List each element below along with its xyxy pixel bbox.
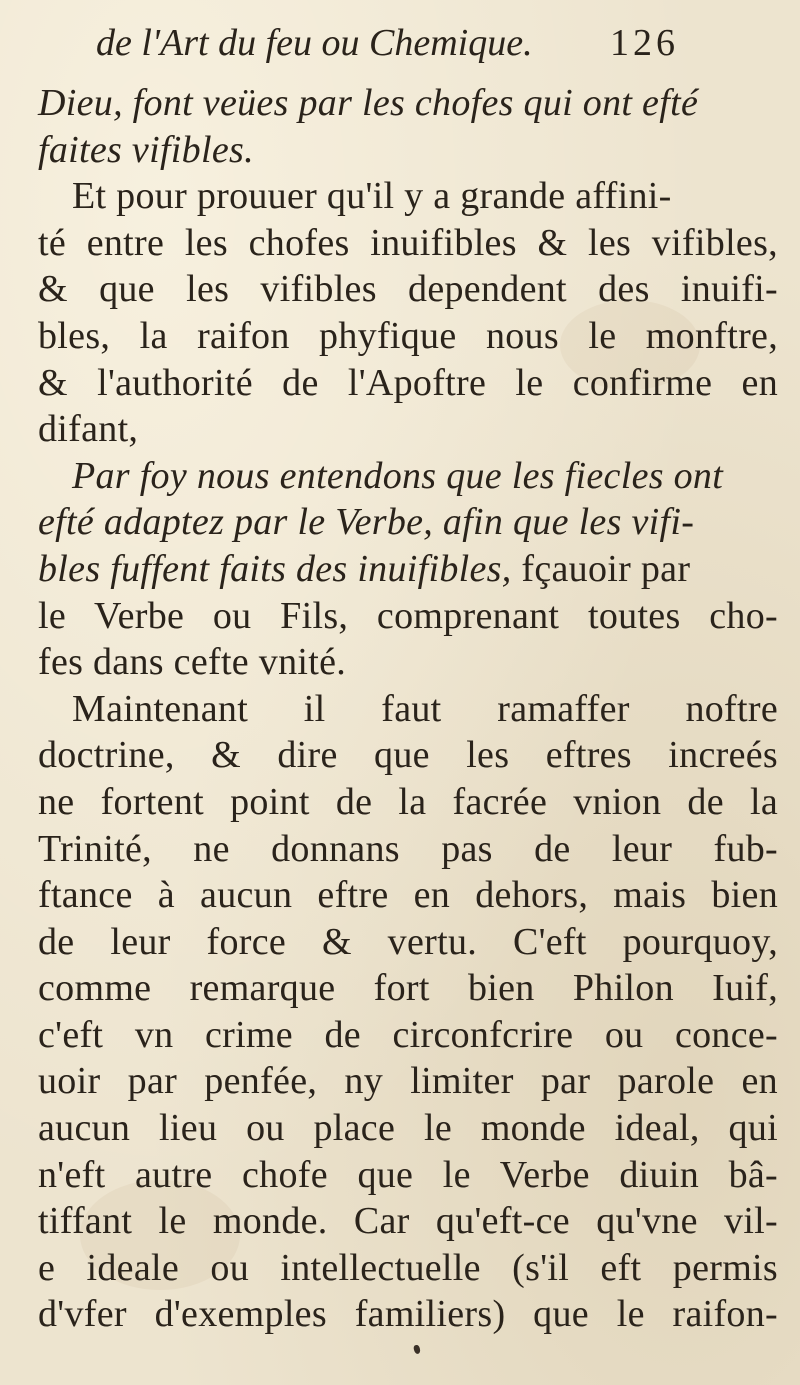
quotation-end: bles fuffent faits des inuifibles, [38, 547, 512, 590]
text-line: ftance à aucun eftre en dehors, mais bien [38, 874, 778, 917]
text-line: de leur force & vertu. C'eft pourquoy, [38, 920, 778, 963]
text-line: bles, la raifon phyfique nous le monftre, [38, 314, 778, 357]
text-line: tiffant le monde. Car qu'eft-ce qu'vne vil- [38, 1200, 778, 1243]
running-head [96, 18, 776, 68]
text-line: aucun lieu ou place le monde ideal, qui [38, 1107, 778, 1150]
mixed-style-line [38, 546, 778, 593]
text-line: uoir par penfée, ny limiter par parole en [38, 1060, 778, 1103]
text-line: n'eft autre chofe que le Verbe diuin bâ- [38, 1153, 778, 1196]
text-line: & l'authorité de l'Apoftre le confirme en [38, 361, 778, 404]
text-line: faites vifibles. [38, 128, 254, 171]
running-head-title: de l'Art du feu ou Chemique. [96, 22, 533, 64]
text-line: té entre les chofes inuifibles & les vifibles, [38, 221, 778, 264]
quotation-line: efté adaptez par le Verbe, afin que les vifi- [38, 501, 695, 544]
page-number: 126 [610, 22, 679, 64]
body-text [38, 80, 778, 1338]
text-line: c'eft vn crime de circonfcrire ou conce- [38, 1013, 778, 1056]
text-line: comme remarque fort bien Philon Iuif, [38, 967, 778, 1010]
text-line: le Verbe ou Fils, comprenant toutes cho- [38, 594, 778, 637]
quotation-start-line: Par foy nous entendons que les fiecles ont [72, 454, 724, 497]
text-line: doctrine, & dire que les eftres increés [38, 734, 778, 777]
paragraph-start-line: Et pour prouuer qu'il y a grande affini- [72, 175, 672, 218]
ink-spot [413, 1344, 421, 1354]
text-line: fes dans cefte vnité. [38, 641, 347, 684]
text-line: & que les vifibles dependent des inuifi- [38, 268, 778, 311]
text-line: ne fortent point de la facrée vnion de la [38, 780, 778, 823]
text-continuation: fçauoir par [511, 547, 691, 590]
text-line: difant, [38, 408, 139, 451]
text-line: Trinité, ne donnans pas de leur fub- [38, 827, 778, 870]
text-line: e ideale ou intellectuelle (s'il eft permis [38, 1246, 778, 1289]
text-line: d'vfer d'exemples familiers) que le raifon- [38, 1293, 778, 1336]
text-line: Dieu, font veües par les chofes qui ont efté [38, 82, 699, 124]
paragraph-start-line: Maintenant il faut ramaffer noftre [72, 687, 778, 730]
